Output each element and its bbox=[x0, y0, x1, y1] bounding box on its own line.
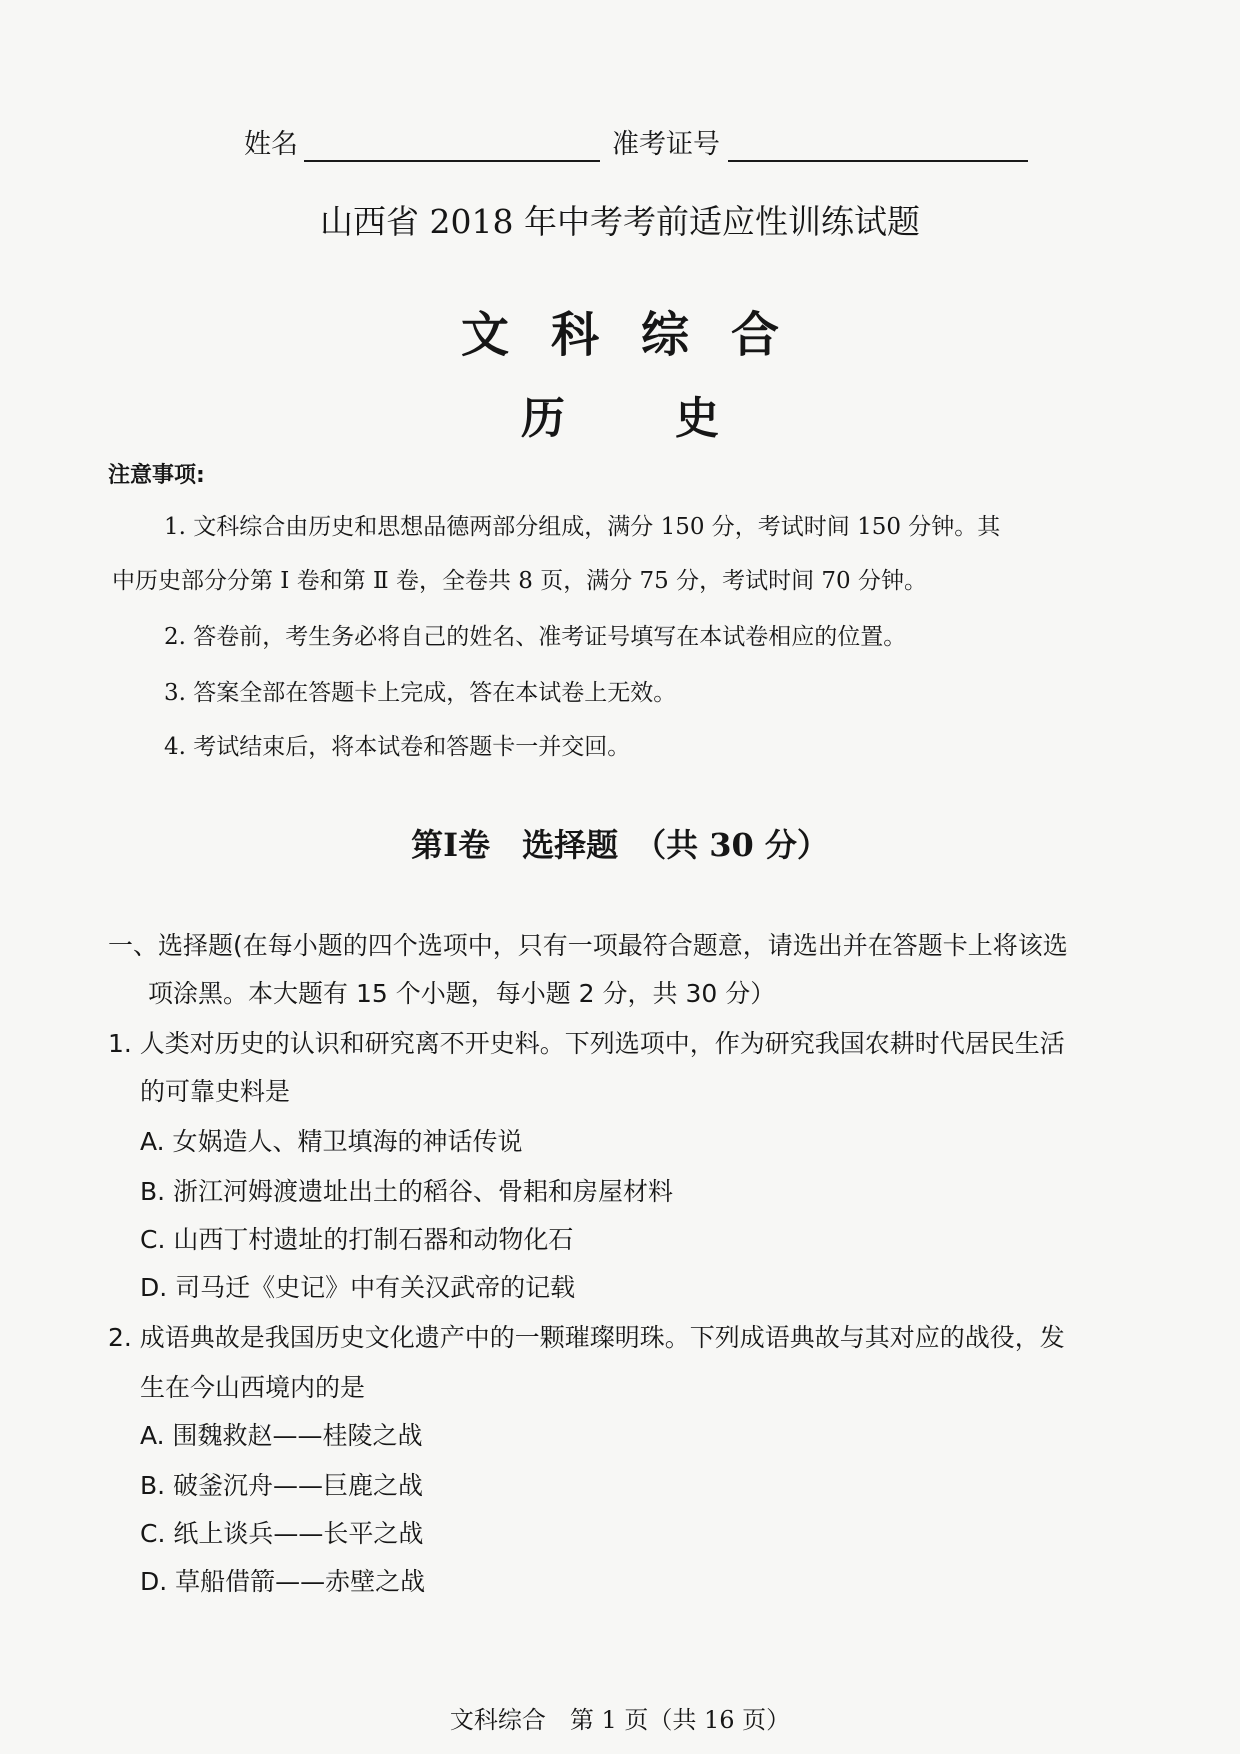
question-2-option-b: B. 破釜沉舟——巨鹿之战 bbox=[140, 1471, 424, 1500]
notice-item-1-line-2: 中历史部分分第 Ⅰ 卷和第 Ⅱ 卷，全卷共 8 页，满分 75 分，考试时间 70 分钟。 bbox=[112, 568, 927, 594]
question-2-option-a: A. 围魏救赵——桂陵之战 bbox=[140, 1421, 423, 1450]
question-1-option-a: A. 女娲造人、精卫填海的神话传说 bbox=[140, 1127, 523, 1156]
subject-title: 文科综合 bbox=[460, 307, 821, 363]
section-title: 第Ⅰ卷 选择题 （共 30 分） bbox=[411, 826, 829, 864]
question-2-stem-line-2: 生在今山西境内的是 bbox=[140, 1373, 366, 1402]
part-instructions-line-2: 项涂黑。本大题有 15 个小题，每小题 2 分，共 30 分） bbox=[148, 979, 776, 1008]
question-1-option-d: D. 司马迁《史记》中有关汉武帝的记载 bbox=[140, 1273, 576, 1302]
page-footer: 文科综合 第 1 页（共 16 页） bbox=[449, 1706, 791, 1734]
notice-item-4: 4. 考试结束后，将本试卷和答题卡一并交回。 bbox=[164, 734, 631, 760]
exam-title: 山西省 2018 年中考考前适应性训练试题 bbox=[320, 202, 920, 241]
question-2-option-d: D. 草船借箭——赤壁之战 bbox=[140, 1567, 426, 1596]
exam-id-label: 准考证号 bbox=[612, 129, 720, 160]
notice-item-1-line-1: 1. 文科综合由历史和思想品德两部分组成，满分 150 分，考试时间 150 分钟。其 bbox=[164, 514, 1001, 540]
name-field-line bbox=[304, 160, 600, 162]
question-2-stem-line-1: 2. 成语典故是我国历史文化遗产中的一颗璀璨明珠。下列成语典故与其对应的战役，发 bbox=[108, 1323, 1065, 1352]
name-label: 姓名 bbox=[244, 129, 298, 160]
notice-item-2: 2. 答卷前，考生务必将自己的姓名、准考证号填写在本试卷相应的位置。 bbox=[164, 624, 907, 650]
notice-item-3: 3. 答案全部在答题卡上完成，答在本试卷上无效。 bbox=[164, 680, 677, 706]
part-instructions-line-1: 一、选择题(在每小题的四个选项中，只有一项最符合题意，请选出并在答题卡上将该选 bbox=[108, 931, 1068, 960]
question-1-option-b: B. 浙江河姆渡遗址出土的稻谷、骨耜和房屋材料 bbox=[140, 1177, 674, 1206]
notice-heading: 注意事项: bbox=[108, 463, 205, 488]
question-1-option-c: C. 山西丁村遗址的打制石器和动物化石 bbox=[140, 1225, 574, 1254]
question-2-option-c: C. 纸上谈兵——长平之战 bbox=[140, 1519, 424, 1548]
question-1-stem-line-2: 的可靠史料是 bbox=[140, 1077, 291, 1106]
sub-subject-title: 历史 bbox=[521, 393, 829, 444]
question-1-stem-line-1: 1. 人类对历史的认识和研究离不开史料。下列选项中，作为研究我国农耕时代居民生活 bbox=[108, 1029, 1065, 1058]
exam-id-field-line bbox=[728, 160, 1028, 162]
